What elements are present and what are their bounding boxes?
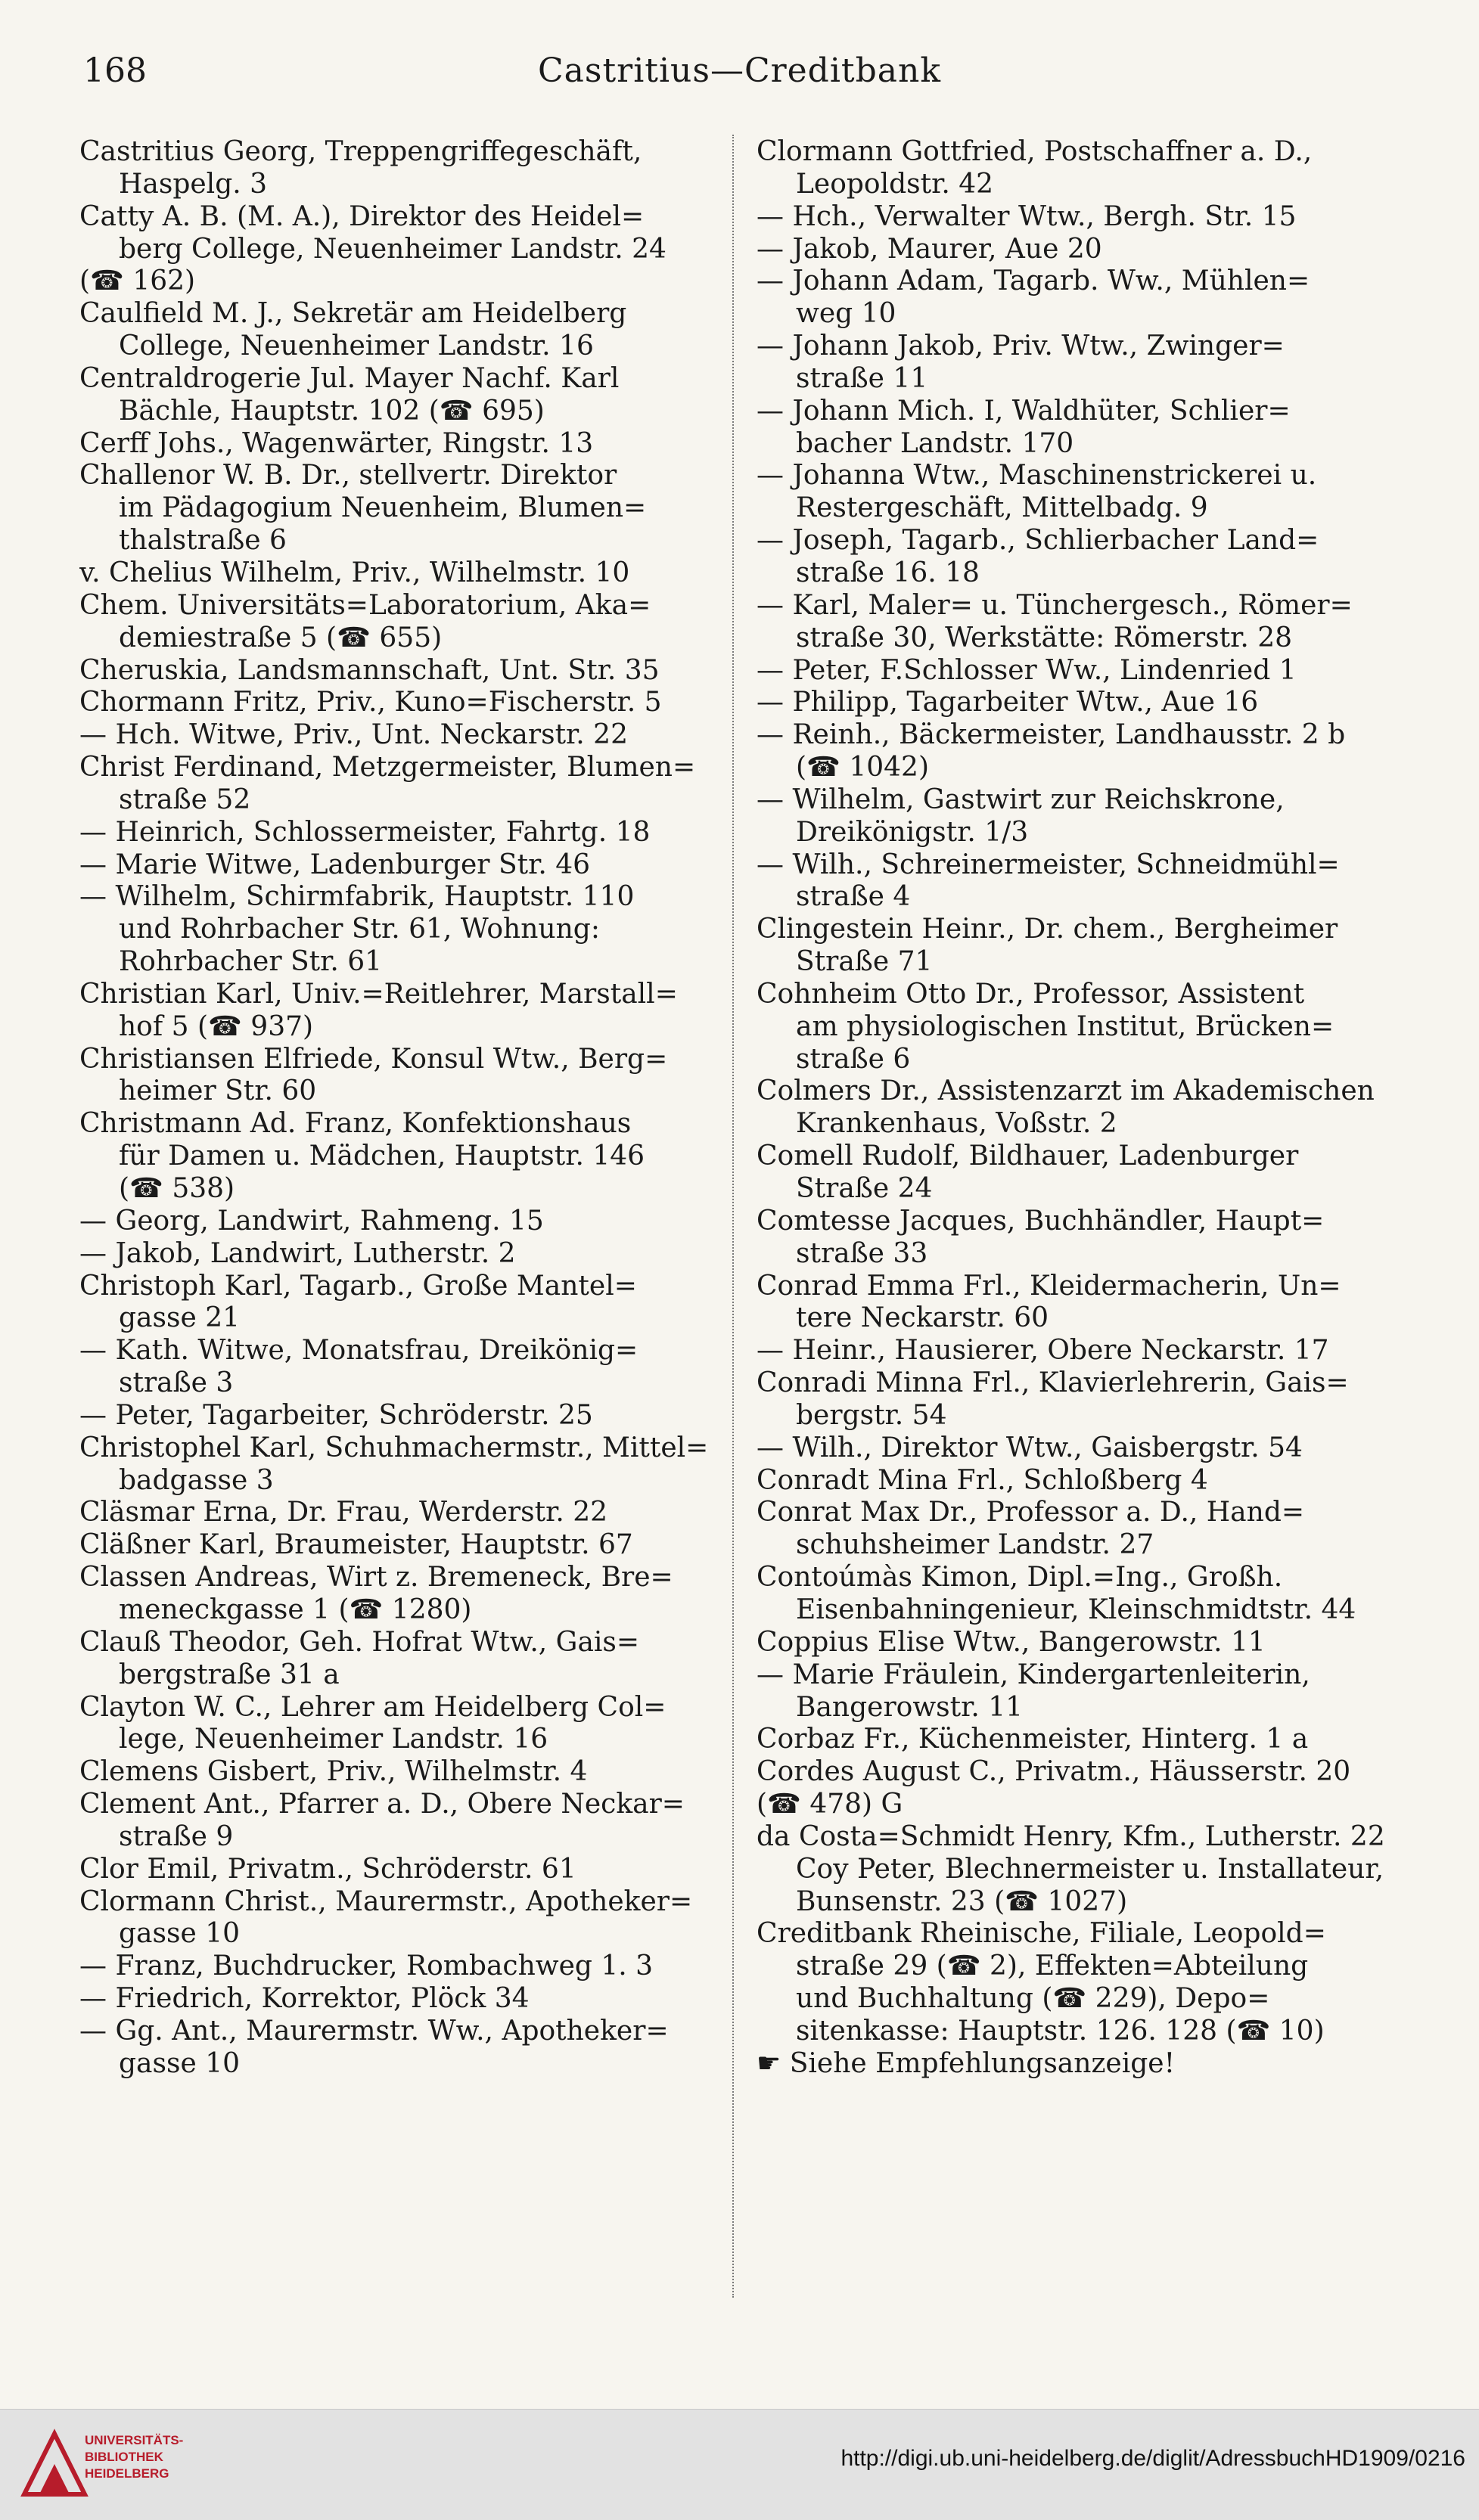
directory-line: weg 10 [796, 298, 896, 330]
directory-line: hof 5 (☎ 937) [119, 1010, 314, 1042]
directory-line: (☎ 162) [79, 265, 196, 297]
directory-line: tere Neckarstr. 60 [796, 1302, 1049, 1334]
directory-line: gasse 10 [119, 1918, 241, 1950]
directory-line: Challenor W. B. Dr., stellvertr. Direktor [79, 460, 617, 492]
directory-line: Castritius Georg, Treppengriffegeschäft, [79, 136, 642, 167]
running-head: Castritius—Creditbank [538, 51, 941, 90]
directory-line: — Joseph, Tagarb., Schlierbacher Land= [757, 525, 1319, 557]
directory-line: straße 9 [119, 1820, 234, 1852]
directory-line: straße 3 [119, 1367, 234, 1399]
directory-line: — Johann Adam, Tagarb. Ww., Mühlen= [757, 265, 1310, 297]
directory-line: Conrad Emma Frl., Kleidermacherin, Un= [757, 1270, 1341, 1302]
directory-line: — Karl, Maler= u. Tünchergesch., Römer= [757, 589, 1353, 621]
directory-line: — Jakob, Landwirt, Lutherstr. 2 [79, 1237, 516, 1269]
directory-line: bacher Landstr. 170 [796, 427, 1074, 459]
directory-line: Catty A. B. (M. A.), Direktor des Heidel= [79, 200, 645, 232]
directory-line: schuhsheimer Landstr. 27 [796, 1529, 1154, 1561]
logo-line: BIBLIOTHEK [85, 2450, 163, 2464]
directory-line: lege, Neuenheimer Landstr. 16 [119, 1724, 548, 1755]
directory-line: — Reinh., Bäckermeister, Landhausstr. 2 b [757, 719, 1346, 751]
directory-line: straße 11 [796, 362, 928, 394]
directory-line: College, Neuenheimer Landstr. 16 [119, 331, 594, 362]
directory-line: — Johann Mich. I, Waldhüter, Schlier= [757, 395, 1291, 427]
directory-line: — Kath. Witwe, Monatsfrau, Dreikönig= [79, 1335, 639, 1367]
directory-line: — Peter, F.Schlosser Ww., Lindenried 1 [757, 654, 1297, 686]
directory-line: Cläsmar Erna, Dr. Frau, Werderstr. 22 [79, 1497, 608, 1528]
directory-line: am physiologischen Institut, Brücken= [796, 1010, 1335, 1042]
directory-line: Bunsenstr. 23 (☎ 1027) [796, 1885, 1128, 1917]
directory-line: ☛ Siehe Empfehlungsanzeige! [757, 2047, 1176, 2079]
directory-line: Christ Ferdinand, Metzgermeister, Blumen= [79, 752, 696, 784]
footer-bar [0, 2409, 1479, 2520]
directory-line: Straße 71 [796, 946, 933, 978]
directory-line: Cohnheim Otto Dr., Professor, Assistent [757, 978, 1305, 1010]
directory-line: Cordes August C., Privatm., Häusserstr. 20 [757, 1756, 1351, 1788]
directory-line: — Georg, Landwirt, Rahmeng. 15 [79, 1205, 544, 1237]
directory-line: Cerff Johs., Wagenwärter, Ringstr. 13 [79, 427, 594, 459]
directory-line: Clauß Theodor, Geh. Hofrat Wtw., Gais= [79, 1626, 640, 1658]
directory-line: (☎ 538) [119, 1173, 235, 1204]
library-logo-text [85, 2432, 183, 2482]
directory-line: — Wilhelm, Gastwirt zur Reichskrone, [757, 784, 1285, 815]
directory-line: Centraldrogerie Jul. Mayer Nachf. Karl [79, 362, 620, 394]
directory-line: Clayton W. C., Lehrer am Heidelberg Col= [79, 1691, 666, 1723]
directory-line: Coy Peter, Blechnermeister u. Installateur, [796, 1853, 1384, 1885]
directory-line: Classen Andreas, Wirt z. Bremeneck, Bre= [79, 1562, 673, 1594]
directory-line: Corbaz Fr., Küchenmeister, Hinterg. 1 a [757, 1724, 1309, 1755]
page-number: 168 [83, 51, 147, 90]
directory-line: straße 33 [796, 1237, 928, 1269]
right-column [757, 136, 1422, 2081]
directory-line: — Hch., Verwalter Wtw., Bergh. Str. 15 [757, 200, 1297, 232]
directory-line: — Wilhelm, Schirmfabrik, Hauptstr. 110 [79, 881, 635, 913]
directory-line: Dreikönigstr. 1/3 [796, 816, 1029, 848]
directory-line: Coppius Elise Wtw., Bangerowstr. 11 [757, 1626, 1266, 1658]
directory-line: Restergeschäft, Mittelbadg. 9 [796, 492, 1208, 524]
directory-line: Chormann Fritz, Priv., Kuno=Fischerstr. 5 [79, 687, 662, 718]
left-column [79, 136, 745, 2081]
library-logo-icon [17, 2428, 92, 2500]
directory-line: — Hch. Witwe, Priv., Unt. Neckarstr. 22 [79, 719, 628, 751]
directory-line: gasse 21 [119, 1302, 241, 1334]
directory-line: — Gg. Ant., Maurermstr. Ww., Apotheker= [79, 2015, 669, 2047]
directory-line: im Pädagogium Neuenheim, Blumen= [119, 492, 647, 524]
directory-line: Straße 24 [796, 1173, 933, 1204]
directory-line: Cläßner Karl, Braumeister, Hauptstr. 67 [79, 1529, 633, 1561]
directory-line: — Jakob, Maurer, Aue 20 [757, 233, 1102, 265]
directory-line: Chem. Universitäts=Laboratorium, Aka= [79, 589, 651, 621]
directory-line: — Franz, Buchdrucker, Rombachweg 1. 3 [79, 1951, 654, 1982]
directory-line: Clemens Gisbert, Priv., Wilhelmstr. 4 [79, 1756, 588, 1788]
directory-line: Caulfield M. J., Sekretär am Heidelberg [79, 298, 627, 330]
directory-line: Contoúmàs Kimon, Dipl.=Ing., Großh. [757, 1562, 1283, 1594]
directory-line: für Damen u. Mädchen, Hauptstr. 146 [119, 1141, 645, 1172]
directory-line: Christophel Karl, Schuhmachermstr., Mittel= [79, 1432, 709, 1463]
directory-line: demiestraße 5 (☎ 655) [119, 622, 443, 653]
directory-line: — Marie Fräulein, Kindergartenleiterin, [757, 1659, 1310, 1690]
directory-line: heimer Str. 60 [119, 1075, 317, 1107]
logo-line: UNIVERSITÄTS- [85, 2433, 184, 2447]
directory-line: gasse 10 [119, 2047, 241, 2079]
directory-line: Krankenhaus, Voßstr. 2 [796, 1108, 1117, 1140]
source-url-link[interactable]: http://digi.ub.uni-heidelberg.de/diglit/AdressbuchHD1909/0216 [840, 2446, 1465, 2471]
directory-line: — Heinrich, Schlossermeister, Fahrtg. 18 [79, 816, 651, 848]
directory-line: Christoph Karl, Tagarb., Große Mantel= [79, 1270, 637, 1302]
directory-line: Christmann Ad. Franz, Konfektionshaus [79, 1108, 632, 1140]
directory-line: Cheruskia, Landsmannschaft, Unt. Str. 35 [79, 654, 660, 686]
directory-line: Creditbank Rheinische, Filiale, Leopold= [757, 1918, 1326, 1950]
directory-line: — Johanna Wtw., Maschinenstrickerei u. [757, 460, 1317, 492]
directory-line: Leopoldstr. 42 [796, 168, 994, 200]
directory-line: straße 6 [796, 1043, 911, 1075]
directory-line: bergstraße 31 a [119, 1659, 340, 1690]
directory-line: — Friedrich, Korrektor, Plöck 34 [79, 1983, 530, 2015]
directory-line: Haspelg. 3 [119, 168, 268, 200]
directory-line: sitenkasse: Hauptstr. 126. 128 (☎ 10) [796, 2015, 1325, 2047]
directory-line: Clormann Gottfried, Postschaffner a. D., [757, 136, 1313, 167]
directory-line: — Marie Witwe, Ladenburger Str. 46 [79, 849, 591, 880]
directory-line: Bangerowstr. 11 [796, 1691, 1024, 1723]
column-divider [732, 135, 734, 2298]
directory-line: — Heinr., Hausierer, Obere Neckarstr. 17 [757, 1335, 1329, 1367]
directory-line: Clingestein Heinr., Dr. chem., Bergheimer [757, 914, 1338, 945]
directory-line: da Costa=Schmidt Henry, Kfm., Lutherstr. 22 [757, 1820, 1385, 1852]
directory-line: meneckgasse 1 (☎ 1280) [119, 1594, 472, 1625]
directory-line: berg College, Neuenheimer Landstr. 24 [119, 233, 666, 265]
directory-line: straße 30, Werkstätte: Römerstr. 28 [796, 622, 1293, 653]
directory-line: Comell Rudolf, Bildhauer, Ladenburger [757, 1141, 1299, 1172]
directory-line: straße 29 (☎ 2), Effekten=Abteilung [796, 1951, 1309, 1982]
directory-line: Christiansen Elfriede, Konsul Wtw., Berg= [79, 1043, 668, 1075]
directory-line: Conradi Minna Frl., Klavierlehrerin, Gais= [757, 1367, 1349, 1399]
directory-line: (☎ 1042) [796, 752, 929, 784]
directory-line: — Johann Jakob, Priv. Wtw., Zwinger= [757, 331, 1285, 362]
directory-line: und Rohrbacher Str. 61, Wohnung: [119, 914, 600, 945]
directory-line: bergstr. 54 [796, 1399, 947, 1431]
directory-line: Comtesse Jacques, Buchhändler, Haupt= [757, 1205, 1325, 1237]
directory-line: straße 52 [119, 784, 251, 815]
directory-line: Conradt Mina Frl., Schloßberg 4 [757, 1464, 1208, 1496]
directory-line: straße 4 [796, 881, 911, 913]
directory-line: — Philipp, Tagarbeiter Wtw., Aue 16 [757, 687, 1259, 718]
directory-line: und Buchhaltung (☎ 229), Depo= [796, 1983, 1270, 2015]
directory-line: (☎ 478) G [757, 1789, 903, 1820]
directory-line: v. Chelius Wilhelm, Priv., Wilhelmstr. 10 [79, 557, 630, 588]
directory-line: Rohrbacher Str. 61 [119, 946, 383, 978]
directory-line: — Peter, Tagarbeiter, Schröderstr. 25 [79, 1399, 593, 1431]
directory-line: — Wilh., Direktor Wtw., Gaisbergstr. 54 [757, 1432, 1303, 1463]
directory-line: Christian Karl, Univ.=Reitlehrer, Marstall= [79, 978, 678, 1010]
directory-line: straße 16. 18 [796, 557, 980, 588]
directory-line: Colmers Dr., Assistenzarzt im Akademischen [757, 1075, 1375, 1107]
directory-line: Bächle, Hauptstr. 102 (☎ 695) [119, 395, 545, 427]
directory-line: thalstraße 6 [119, 525, 287, 557]
directory-line: badgasse 3 [119, 1464, 274, 1496]
directory-line: Clormann Christ., Maurermstr., Apotheker= [79, 1885, 693, 1917]
directory-line: Clor Emil, Privatm., Schröderstr. 61 [79, 1853, 576, 1885]
directory-line: Clement Ant., Pfarrer a. D., Obere Neckar= [79, 1789, 685, 1820]
directory-line: Conrat Max Dr., Professor a. D., Hand= [757, 1497, 1305, 1528]
directory-line: Eisenbahningenieur, Kleinschmidtstr. 44 [796, 1594, 1356, 1625]
directory-line: — Wilh., Schreinermeister, Schneidmühl= [757, 849, 1340, 880]
logo-line: HEIDELBERG [85, 2466, 169, 2481]
